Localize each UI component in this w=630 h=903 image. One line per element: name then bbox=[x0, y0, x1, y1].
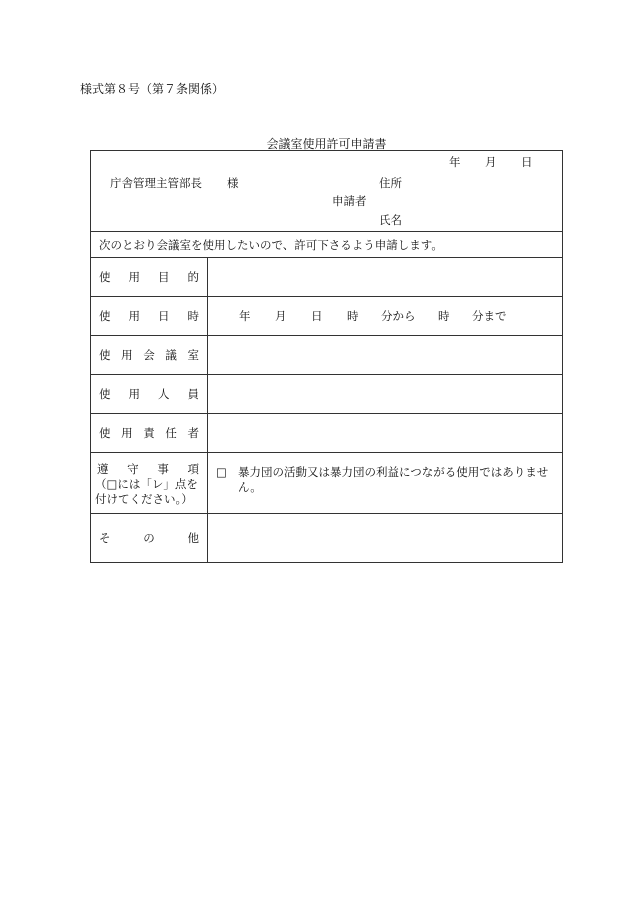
label-char: の bbox=[143, 531, 155, 545]
form-number: 様式第８号（第７条関係） bbox=[80, 82, 225, 96]
datetime-day: 日 bbox=[311, 309, 323, 323]
label-char: 使 bbox=[99, 309, 111, 323]
compliance-checkbox[interactable]: □ bbox=[216, 465, 227, 479]
honorific-label: 様 bbox=[227, 176, 239, 190]
manager-label bbox=[99, 425, 199, 441]
room-input[interactable] bbox=[208, 336, 562, 374]
compliance-value-cell bbox=[208, 453, 562, 513]
date-day-field[interactable]: 日 bbox=[521, 155, 533, 169]
header-section bbox=[91, 151, 562, 232]
label-char: 的 bbox=[187, 270, 199, 284]
row-compliance bbox=[91, 453, 562, 514]
label-char: 員 bbox=[187, 387, 199, 401]
label-char: 用 bbox=[128, 387, 140, 401]
people-input[interactable] bbox=[208, 375, 562, 413]
compliance-note bbox=[95, 477, 198, 507]
label-char: 用 bbox=[121, 426, 133, 440]
compliance-text: 暴力団の活動又は暴力団の利益につながる使用ではありません。 bbox=[238, 465, 549, 494]
people-label-cell bbox=[91, 375, 208, 413]
label-char: 使 bbox=[99, 426, 111, 440]
label-char: 責 bbox=[143, 426, 155, 440]
datetime-month: 月 bbox=[275, 309, 287, 323]
compliance-label-cell bbox=[91, 453, 208, 513]
row-other bbox=[91, 514, 562, 562]
address-label: 住所 bbox=[379, 176, 402, 190]
room-label bbox=[99, 347, 199, 363]
label-char: 室 bbox=[187, 348, 199, 362]
label-char: 議 bbox=[165, 348, 177, 362]
date-month-field[interactable]: 月 bbox=[485, 155, 497, 169]
purpose-input[interactable] bbox=[208, 258, 562, 296]
label-char: 用 bbox=[121, 348, 133, 362]
compliance-note-line1: （□には「レ」点を bbox=[95, 477, 198, 491]
compliance-item bbox=[216, 465, 556, 495]
row-people bbox=[91, 375, 562, 414]
datetime-year: 年 bbox=[239, 309, 251, 323]
other-input[interactable] bbox=[208, 514, 562, 562]
label-char: 目 bbox=[158, 270, 170, 284]
label-char: 任 bbox=[165, 426, 177, 440]
intro-row bbox=[91, 231, 562, 258]
purpose-label bbox=[99, 269, 199, 285]
datetime-hour2: 時 bbox=[438, 309, 450, 323]
compliance-label bbox=[97, 461, 199, 477]
label-char: そ bbox=[99, 531, 111, 545]
datetime-input[interactable] bbox=[208, 297, 562, 335]
label-char: 事 bbox=[157, 462, 169, 476]
row-purpose bbox=[91, 258, 562, 297]
room-label-cell bbox=[91, 336, 208, 374]
manager-label-cell bbox=[91, 414, 208, 452]
date-year-field[interactable]: 年 bbox=[449, 155, 461, 169]
row-manager bbox=[91, 414, 562, 453]
datetime-hour: 時 bbox=[347, 309, 359, 323]
datetime-from: 分から bbox=[381, 309, 416, 323]
other-label-cell bbox=[91, 514, 208, 562]
label-char: 者 bbox=[187, 426, 199, 440]
addressee-label: 庁舎管理主管部長 bbox=[110, 176, 202, 190]
document-title: 会議室使用許可申請書 bbox=[266, 137, 387, 151]
label-char: 遵 bbox=[97, 462, 109, 476]
label-char: 使 bbox=[99, 348, 111, 362]
intro-text: 次のとおり会議室を使用したいので、許可下さるよう申請します。 bbox=[99, 238, 443, 252]
label-char: 用 bbox=[128, 309, 140, 323]
label-char: 項 bbox=[187, 462, 199, 476]
datetime-label-cell bbox=[91, 297, 208, 335]
row-room bbox=[91, 336, 562, 375]
label-char: 日 bbox=[158, 309, 170, 323]
manager-input[interactable] bbox=[208, 414, 562, 452]
datetime-to: 分まで bbox=[472, 309, 507, 323]
application-form bbox=[90, 150, 563, 563]
label-char: 会 bbox=[143, 348, 155, 362]
label-char: 使 bbox=[99, 387, 111, 401]
label-char: 用 bbox=[128, 270, 140, 284]
name-label: 氏名 bbox=[379, 213, 402, 227]
label-char: 使 bbox=[99, 270, 111, 284]
other-label bbox=[99, 530, 199, 546]
label-char: 他 bbox=[187, 531, 199, 545]
applicant-label: 申請者 bbox=[332, 194, 367, 208]
purpose-label-cell bbox=[91, 258, 208, 296]
label-char: 人 bbox=[158, 387, 170, 401]
people-label bbox=[99, 386, 199, 402]
compliance-note-line2: 付けてください。） bbox=[95, 492, 193, 506]
label-char: 時 bbox=[187, 309, 199, 323]
label-char: 守 bbox=[127, 462, 139, 476]
row-datetime bbox=[91, 297, 562, 336]
datetime-label bbox=[99, 308, 199, 324]
